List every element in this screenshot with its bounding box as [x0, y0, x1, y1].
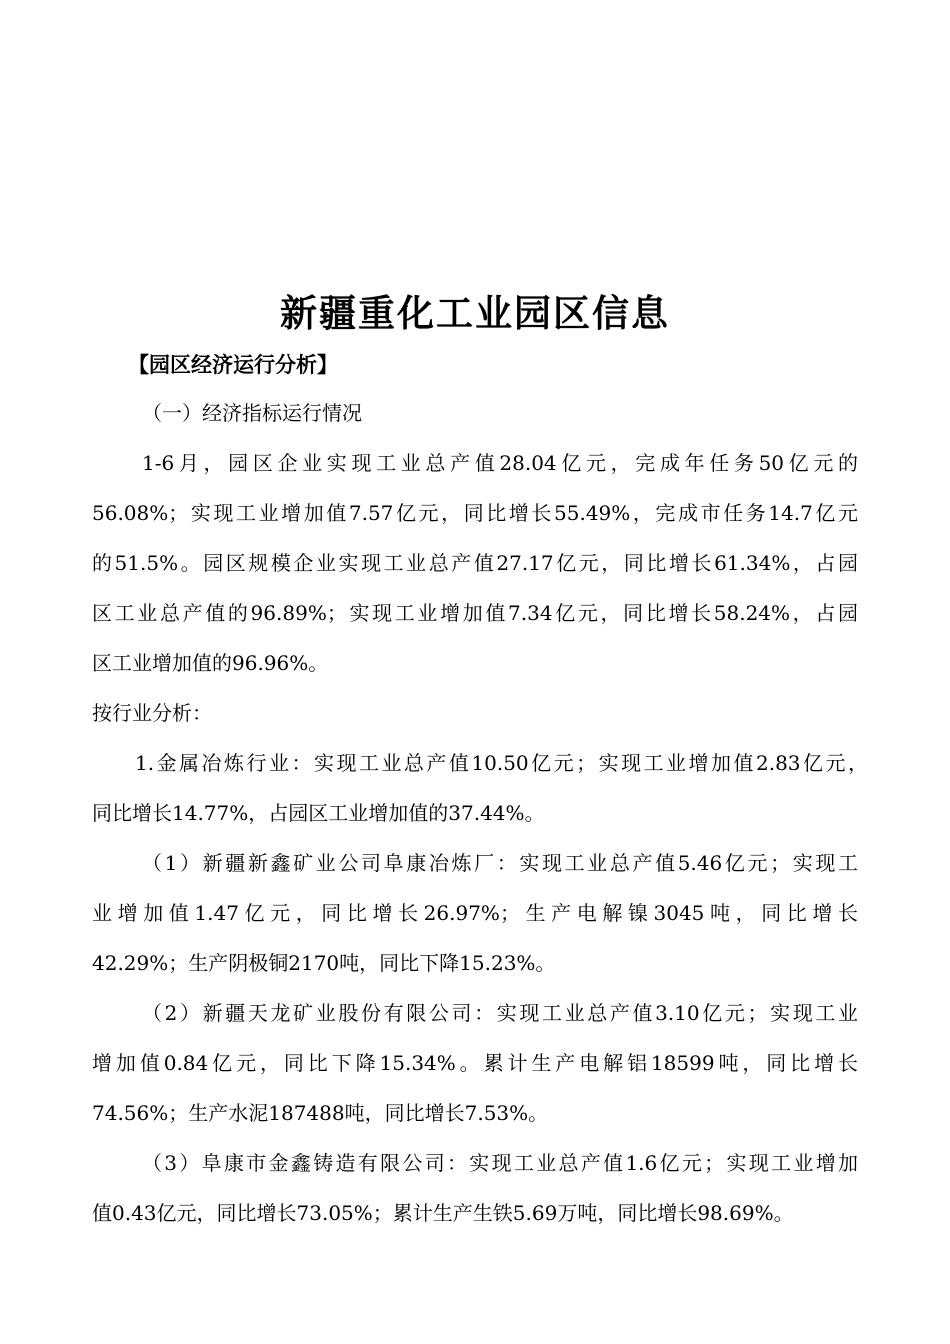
paragraph-line: （3）阜康市金鑫铸造有限公司：实现工业总产值1.6亿元；实现工业增加: [142, 1151, 858, 1175]
paragraph-line: 56.08%；实现工业增加值7.57亿元，同比增长55.49%，完成市任务14.7亿元: [92, 501, 858, 525]
by-industry-label: 按行业分析：: [92, 701, 212, 725]
paragraph-line: （1）新疆新鑫矿业公司阜康冶炼厂：实现工业总产值5.46亿元；实现工: [142, 851, 858, 875]
paragraph-line: 区工业总产值的96.89%；实现工业增加值7.34亿元，同比增长58.24%，占园: [92, 601, 858, 625]
paragraph-line: 区工业增加值的96.96%。: [92, 651, 329, 675]
paragraph-line: 业增加值1.47亿元，同比增长26.97%；生产电解镍3045吨，同比增长: [92, 901, 858, 925]
subsection-heading: （一）经济指标运行情况: [142, 401, 362, 425]
section-heading: 【园区经济运行分析】: [128, 353, 338, 377]
paragraph-line: 1-6月，园区企业实现工业总产值28.04亿元，完成年任务50亿元的: [142, 451, 858, 475]
paragraph-line: 值0.43亿元，同比增长73.05%；累计生产生铁5.69万吨，同比增长98.69%。: [92, 1201, 794, 1225]
paragraph-line: 42.29%；生产阴极铜2170吨，同比下降15.23%。: [92, 951, 556, 975]
document-title: 新疆重化工业园区信息: [280, 292, 670, 335]
paragraph-line: 增加值0.84亿元，同比下降15.34%。累计生产电解铝18599吨，同比增长: [92, 1051, 858, 1075]
paragraph-line: 的51.5%。园区规模企业实现工业总产值27.17亿元，同比增长61.34%，占园: [92, 551, 858, 575]
paragraph-line: 同比增长14.77%，占园区工业增加值的37.44%。: [92, 801, 545, 825]
paragraph-line: 1.金属冶炼行业：实现工业总产值10.50亿元；实现工业增加值2.83亿元，: [135, 751, 868, 775]
paragraph-line: 74.56%；生产水泥187488吨，同比增长7.53%。: [92, 1101, 549, 1125]
paragraph-line: （2）新疆天龙矿业股份有限公司：实现工业总产值3.10亿元；实现工业: [142, 1001, 858, 1025]
